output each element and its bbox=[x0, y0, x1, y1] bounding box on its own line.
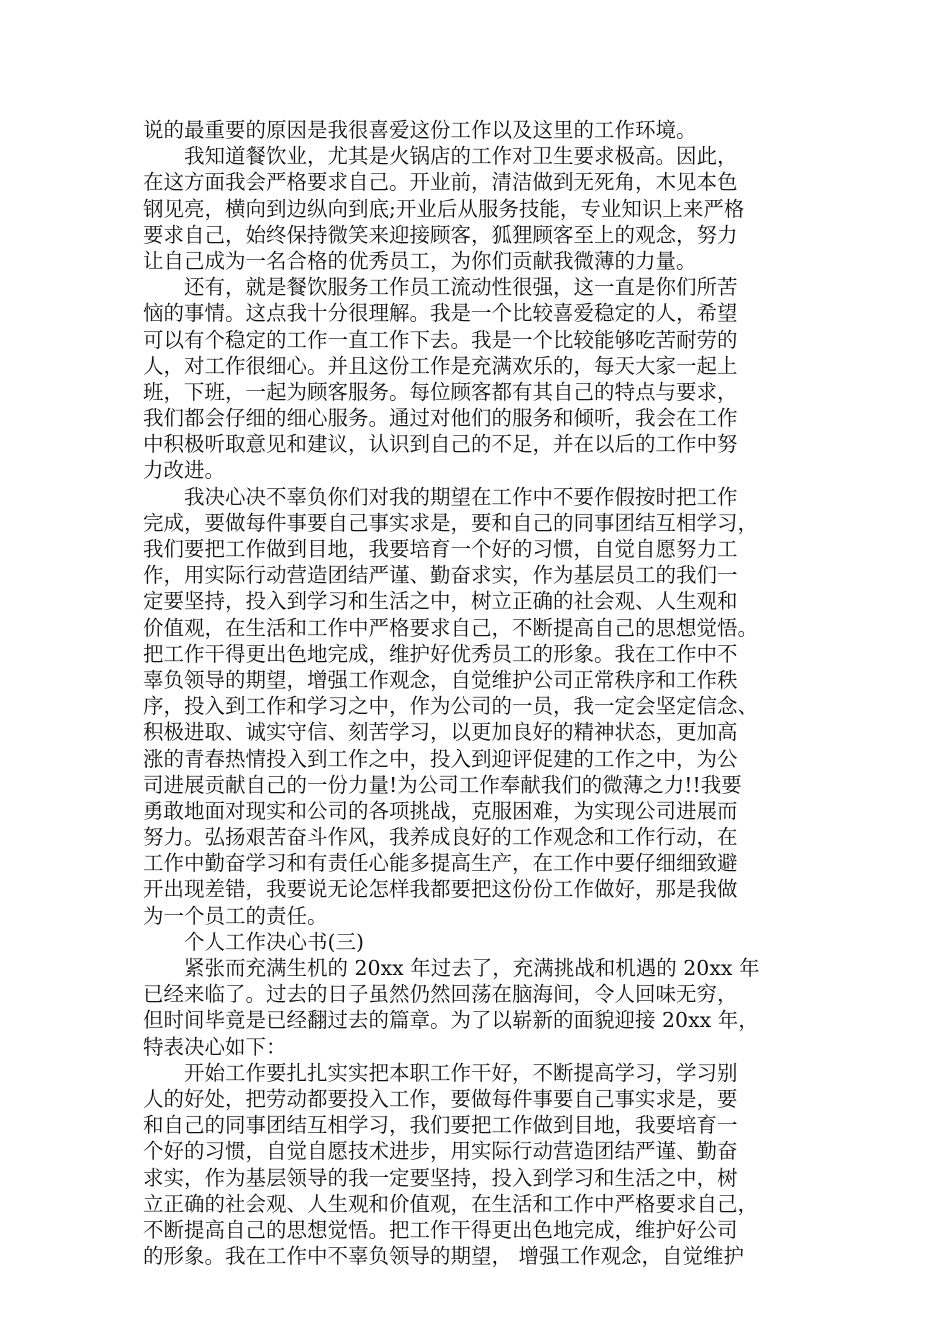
text-line: 不断提高自己的思想觉悟。把工作干得更出色地完成，维护好公司 bbox=[143, 1217, 738, 1242]
text-line: 工作中勤奋学习和有责任心能多提高生产，在工作中要仔细细致避 bbox=[143, 851, 738, 876]
text-line: 把工作干得更出色地完成，维护好优秀员工的形象。我在工作中不 bbox=[143, 641, 738, 666]
text-line: 我们都会仔细的细心服务。通过对他们的服务和倾听，我会在工作 bbox=[143, 406, 738, 431]
text-line: 钢见亮，横向到边纵向到底;开业后从服务技能，专业知识上来严格 bbox=[143, 196, 745, 221]
text-line: 恼的事情。这点我十分很理解。我是一个比较喜爱稳定的人，希望 bbox=[143, 301, 738, 326]
text-line: 我们要把工作做到目地，我要培育一个好的习惯，自觉自愿努力工 bbox=[143, 537, 738, 561]
text-line: 我知道餐饮业，尤其是火锅店的工作对卫生要求极高。因此， bbox=[184, 144, 738, 169]
text-line: 人，对工作很细心。并且这份工作是充满欢乐的，每天大家一起上 bbox=[143, 353, 738, 378]
text-line: 开始工作要扎扎实实把本职工作干好，不断提高学习，学习别 bbox=[184, 1060, 738, 1085]
text-line: 价值观，在生活和工作中严格要求自己，不断提高自己的思想觉悟。 bbox=[143, 615, 758, 640]
text-line: 努力。弘扬艰苦奋斗作风，我养成良好的工作观念和工作行动，在 bbox=[143, 825, 738, 850]
text-line: 的形象。我在工作中不辜负领导的期望， 增强工作观念，自觉维护 bbox=[143, 1244, 745, 1269]
text-line: 我决心决不辜负你们对我的期望在工作中不要作假按时把工作 bbox=[184, 484, 738, 509]
text-line: 立正确的社会观、人生观和价值观，在生活和工作中严格要求自己， bbox=[143, 1191, 758, 1216]
text-line: 完成，要做每件事要自己事实求是，要和自己的同事团结互相学习， bbox=[143, 510, 758, 535]
text-line: 涨的青春热情投入到工作之中，投入到迎评促建的工作之中，为公 bbox=[143, 746, 738, 771]
text-line: 勇敢地面对现实和公司的各项挑战，克服困难，为实现公司进展而 bbox=[143, 798, 738, 823]
text-line: 司进展贡献自己的一份力量!为公司工作奉献我们的微薄之力!!我要 bbox=[143, 772, 742, 797]
text-line: 开出现差错，我要说无论怎样我都要把这份份工作做好，那是我做 bbox=[143, 877, 738, 902]
text-line: 个人工作决心书(三) bbox=[184, 929, 364, 954]
text-line: 中积极听取意见和建议，认识到自己的不足，并在以后的工作中努 bbox=[143, 432, 738, 457]
text-line: 为一个员工的责任。 bbox=[143, 903, 328, 928]
text-line: 班，下班，一起为顾客服务。每位顾客都有其自己的特点与要求， bbox=[143, 379, 738, 404]
text-line: 个好的习惯，自觉自愿技术进步，用实际行动营造团结严谨、勤奋 bbox=[143, 1139, 738, 1164]
text-line: 和自己的同事团结互相学习，我们要把工作做到目地，我要培育一 bbox=[143, 1113, 738, 1138]
text-line: 还有，就是餐饮服务工作员工流动性很强，这一直是你们所苦 bbox=[184, 275, 738, 300]
text-line: 作，用实际行动营造团结严谨、勤奋求实，作为基层员工的我们一 bbox=[143, 563, 738, 588]
text-line: 在这方面我会严格要求自己。开业前，清洁做到无死角，木见本色 bbox=[143, 170, 738, 195]
text-line: 但时间毕竟是已经翻过去的篇章。为了以崭新的面貌迎接 20xx 年， bbox=[143, 1008, 759, 1033]
text-line: 人的好处，把劳动都要投入工作，要做每件事要自己事实求是，要 bbox=[143, 1086, 738, 1111]
text-line: 已经来临了。过去的日子虽然仍然回荡在脑海间，令人回味无穷， bbox=[143, 982, 738, 1007]
text-line: 积极进取、诚实守信、刻苦学习，以更加良好的精神状态，更加高 bbox=[143, 720, 738, 745]
text-line: 辜负领导的期望，增强工作观念，自觉维护公司正常秩序和工作秩 bbox=[143, 667, 738, 692]
text-line: 序，投入到工作和学习之中，作为公司的一员，我一定会坚定信念、 bbox=[143, 694, 758, 719]
text-line: 可以有个稳定的工作一直工作下去。我是一个比较能够吃苦耐劳的 bbox=[143, 327, 738, 352]
text-line: 要求自己，始终保持微笑来迎接顾客，狐狸顾客至上的观念，努力 bbox=[143, 222, 738, 247]
text-line: 力改进。 bbox=[143, 458, 225, 483]
text-line: 紧张而充满生机的 20xx 年过去了，充满挑战和机遇的 20xx 年 bbox=[184, 956, 760, 980]
text-line: 定要坚持，投入到学习和生活之中，树立正确的社会观、人生观和 bbox=[143, 589, 738, 614]
document-body bbox=[143, 117, 815, 1269]
text-line: 让自己成为一名合格的优秀员工，为你们贡献我微薄的力量。 bbox=[143, 248, 697, 273]
text-line: 说的最重要的原因是我很喜爱这份工作以及这里的工作环境。 bbox=[143, 118, 697, 142]
text-line: 特表决心如下： bbox=[143, 1034, 287, 1059]
text-line: 求实，作为基层领导的我一定要坚持，投入到学习和生活之中，树 bbox=[143, 1165, 738, 1190]
